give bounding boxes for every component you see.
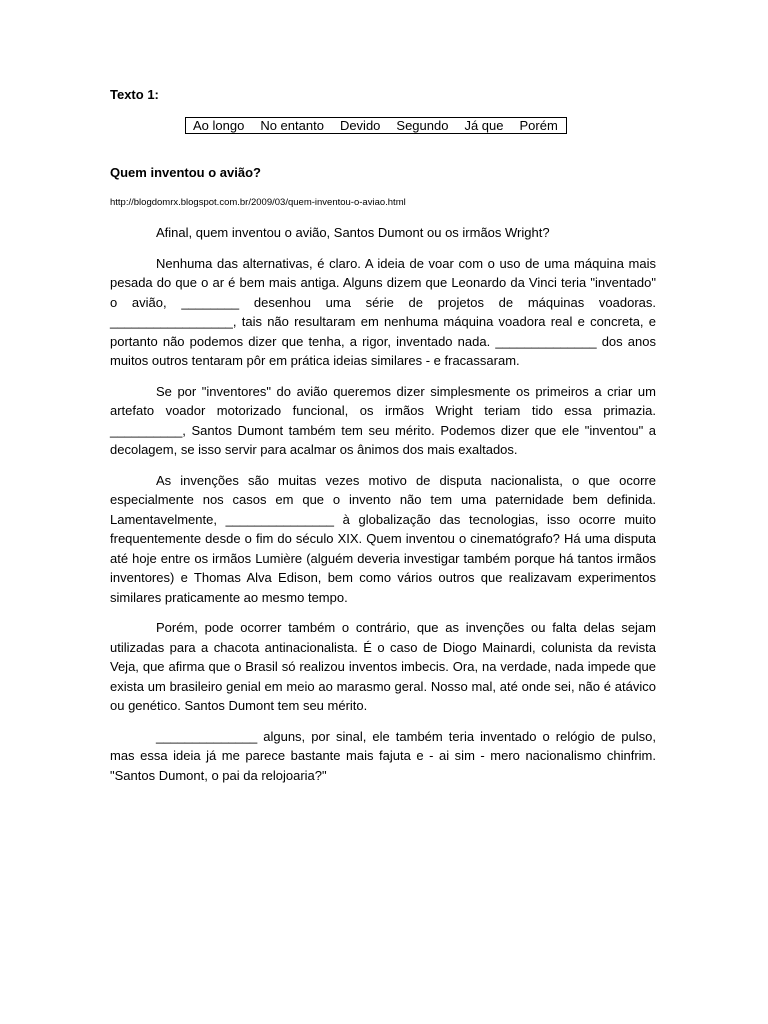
paragraph: Nenhuma das alternativas, é claro. A ideia de voar com o uso de uma máquina mais pesada do que o ar é bem mais antiga. Alguns dizem que Leonardo da Vinci teria "inventado" o avião, ________ desenhou uma série de projetos de máquinas voadoras. _________________, tais não resultaram em nenhuma máquina voadora real e concreta, e portanto não podemos dizer que tenha, a rigor, inventado nada. ______________ dos anos muitos outros tentaram pôr em prática ideias similares - e fracassaram.	[110, 255, 656, 368]
article-body	[110, 223, 656, 796]
text-label: Texto 1:	[110, 87, 159, 102]
word-bank-item: Já que	[464, 118, 504, 133]
word-bank-item: No entanto	[260, 118, 324, 133]
paragraph: Afinal, quem inventou o avião, Santos Dumont ou os irmãos Wright?	[156, 225, 550, 240]
paragraph: As invenções são muitas vezes motivo de disputa nacionalista, o que ocorre especialmente nos casos em que o invento não tem uma paternidade bem definida. Lamentavelmente, _______________ à globalização das tecnologias, isso ocorre muito frequentemente desde o fim do século XIX. Quem inventou o cinematógrafo? Há uma disputa até hoje entre os irmãos Lumière (alguém deveria investigar também porque há tantos irmãos inventores) e Thomas Alva Edison, bem como vários outros que realizavam experimentos similares praticamente ao mesmo tempo.	[110, 472, 656, 605]
article-title: Quem inventou o avião?	[110, 165, 261, 180]
paragraph: Porém, pode ocorrer também o contrário, que as invenções ou falta delas sejam utilizadas para a chacota antinacionalista. É o caso de Diogo Mainardi, colunista da revista Veja, que afirma que o Brasil só realizou inventos imbecis. Ora, na verdade, nada impede que exista um brasileiro genial em meio ao marasmo geral. Nosso mal, até onde sei, não é atávico ou genético. Santos Dumont tem seu mérito.	[110, 620, 656, 713]
word-bank-item: Ao longo	[193, 118, 245, 133]
word-bank-item: Devido	[339, 118, 381, 133]
word-bank-box	[185, 117, 567, 134]
word-bank-item: Porém	[519, 118, 558, 133]
word-bank-item: Segundo	[396, 118, 449, 133]
source-url: http://blogdomrx.blogspot.com.br/2009/03/quem-inventou-o-aviao.html	[110, 197, 406, 208]
paragraph: Se por "inventores" do avião queremos dizer simplesmente os primeiros a criar um artefato voador motorizado funcional, os irmãos Wright teriam tido essa primazia. __________, Santos Dumont também tem seu mérito. Podemos dizer que ele "inventou" a decolagem, se isso servir para acalmar os ânimos dos mais exaltados.	[110, 383, 656, 457]
paragraph: ______________ alguns, por sinal, ele também teria inventado o relógio de pulso, mas essa ideia já me parece bastante mais fajuta e - ai sim - mero nacionalismo chinfrim. "Santos Dumont, o pai da relojoaria?"	[110, 728, 656, 783]
